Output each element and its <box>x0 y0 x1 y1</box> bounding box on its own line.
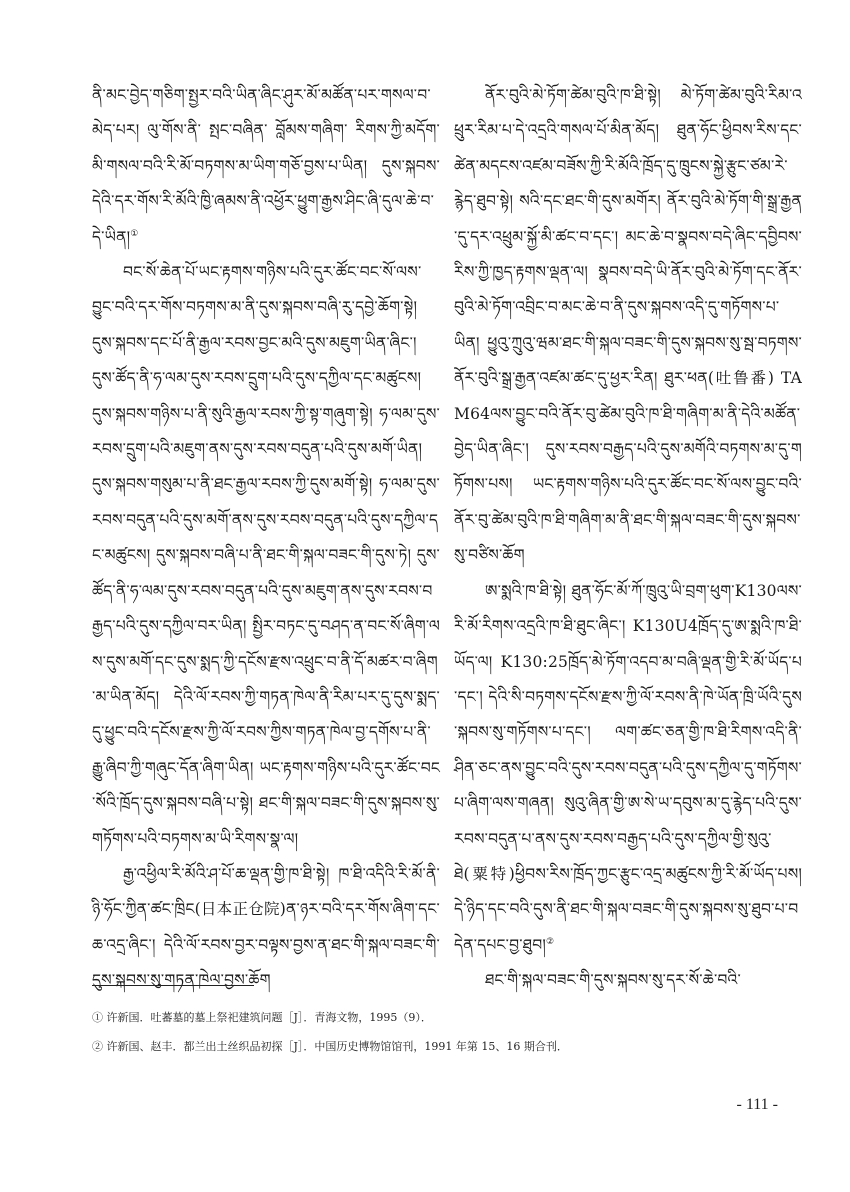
left-paragraph-2: བང་སོ་ཆེན་པོ་ཡང་རྟགས་གཉིས་པའི་དུར་ཚོང་བང་སོ་ལས་བྱུང་བའི་དར་གོས་བཏགས་མ་ནི་དུས་སྐབས་བཞི་རུ་དབྱེ་ཆོག་སྟེ། དུས་སྐབས་དང་པོ་ནི་རྒྱལ་རབས་བྱང་མའི་དུས་མཇུག་ཡིན་ཞིང་། དུས་ཚོད་ནི་ཧ་ལམ་དུས་རབས་དྲུག་པའི་དུས་དཀྱིལ་དང་མཚུངས། དུས་སྐབས་གཉིས་པ་ནི་སུའི་རྒྱལ་རབས་ཀྱི་སྟ་གཞུག་སྟེ། ཧ་ལམ་དུས་རབས་དྲུག་པའི་མཇུག་ནས་དུས་རབས་བདུན་པའི་དུས་མགོ་ཡིན། དུས་སྐབས་གསུམ་པ་ནི་ཐང་རྒྱལ་རབས་ཀྱི་དུས་མགོ་སྟེ། ཧ་ལམ་དུས་རབས་བདུན་པའི་དུས་མགོ་ནས་དུས་རབས་བདུན་པའི་དུས་དཀྱིལ་དང་མཚུངས། དུས་སྐབས་བཞི་པ་ནི་ཐང་གི་སྐལ་བཟང་གི་དུས་ཏེ། དུས་ཚོད་ནི་ཧ་ལམ་དུས་རབས་བདུན་པའི་དུས་མཇུག་ནས་དུས་རབས་བརྒྱད་པའི་དུས་དཀྱིལ་བར་ཡིན། སྤྱིར་བཏང་དུ་བཤད་ན་བང་སོ་ཞིག་ལས་དུས་མགོ་དང་དུས་སྨད་ཀྱི་དངོས་རྫས་འཕྲུང་བ་ནི་དོ་མཚར་བ་ཞིག་མ་ཡིན་མོད། དེའི་ལོ་རབས་ཀྱི་གཏན་ཁེལ་ནི་རིམ་པར་དུ་དུས་སྨད་དུ་ཕྱུང་བའི་དངོས་རྫས་ཀྱི་ལོ་རབས་ཀྱིས་གཏན་ཁེལ་བྱ་དགོས་པ་ནི་རྒྱུ་ཞིབ་ཀྱི་གཞུང་དོན་ཞིག་ཡིན། ཡང་རྟགས་གཉིས་པའི་དུར་ཚོང་བང་སོའི་ཁྲོད་དུས་སྐབས་བཞི་པ་སྟེ། ཐང་གི་སྐལ་བཟང་གི་དུས་སྐབས་སུ་གཏོགས་པའི་བཏགས་མ་ཡི་རིགས་སྣ་ལ། <box>92 263 440 848</box>
left-paragraph-3: རྒྱ་འཕྱིལ་རི་མོའི་ཤ་པོ་ཆ་ལྡན་གྱི་ཁ་ཐི་སྟེ། ཁ་ཐི་འདིའི་རི་མོ་ནི་ཉི་ཧོང་ཀྱིན་ཚང་ཁྲིང(日本正仓院)ན་ཉར་བའི་དར་གོས་ཞིག་དང་ཆ་འདྲ་ཞིང་། དེའི་ལོ་རབས་བྱར་བལྟས་བྱས་ན་ཐང་གི་སྐལ་བཟང་གི་དུས་སྐབས་སུ་གཏན་ཁེལ་བྱས་ཆོག <box>92 864 440 990</box>
page-number: - 111 - <box>736 1096 778 1113</box>
right-paragraph-1: ནོར་བུའི་མེ་ཏོག་ཚེམ་བུའི་ཁ་ཐི་སྟེ། མེ་ཏོག་ཚེམ་བུའི་རིམ་འཕྲུར་རིམ་པ་དེ་འདྲའི་གསལ་པོ་མིན་མོད། ཐུན་ཧོང་ཕྱིབས་རིས་དང་ཚེན་མདངས་འཛམ་བཟོས་ཀྱི་རི་མོའི་ཁྲོད་དུ་ཁྲུངས་སྐྱེ་རྩུང་ཙམ་རེ་རྙེད་ཐུབ་སྟེ། སའི་དང་ཐང་གི་དུས་མགོར། ནོར་བུའི་མེ་ཏོག་གི་སྒྲ་རྒྱན་དུ་དར་འཕྲུམ་སྐྱོ་མི་ཚང་བ་དང་། མང་ཆེ་བ་སྣབས་བདེ་ཞིང་དབྱིབས་རིས་ཀྱི་ཁྱད་རྟགས་ལྡན་ལ། སྣབས་བདེ་ཡི་ནོར་བུའི་མེ་ཏོག་དང་ནོར་བུའི་མེ་ཏོག་འབྲིང་བ་མང་ཆེ་བ་ནི་དུས་སྐབས་འདི་དུ་གཏོགས་པ་ཡིན། ཕྱུའུ་ཀྲུའུ་ཝམ་ཐང་གི་སྐལ་བཟང་གི་དུས་སྐབས་སུ་སྦ་བཏགས་ནོར་བུའི་སྒྲ་རྒྱན་འཛམ་ཚང་དུ་ཕྱར་རིན། ཐུར་ཕན(吐鲁番) TAM64ལས་བྱུང་བའི་ནོར་བུ་ཚེམ་བུའི་ཁ་ཐི་གཞིག་མ་ནི་དེའི་མཚོན་བྱེད་ཡིན་ཞིང་། དུས་རབས་བརྒྱད་པའི་དུས་མགོའི་བཏགས་མ་དུ་གཏོགས་པས། ཡང་རྟགས་གཉིས་པའི་དུར་ཚོང་བང་སོ་ལས་བྱུང་བའི་ནོར་བུ་ཚེམ་བུའི་ཁ་ཐི་གཞིག་མ་ནི་ཐང་གི་སྐལ་བཟང་གི་དུས་སྐབས་སུ་བཙིས་ཆོག <box>454 86 802 565</box>
footnote-ref-1[interactable]: ① <box>130 228 139 239</box>
footnote-divider <box>92 985 254 986</box>
footnote-ref-2[interactable]: ② <box>546 936 555 947</box>
footnote-2: ② 许新国、赵丰．都兰出土丝织品初探［J］．中国历史博物馆馆刊，1991 年第 15、16 期合刊． <box>92 1040 568 1053</box>
right-paragraph-2-text: ཨ་སྨའི་ཁ་ཐི་སྟེ། ཐུན་ཧོང་མོ་ཀོ་ཁྲུའུ་ཡི་བྲག་ཕུག་K130ལས་རི་མོ་རིགས་འདྲའི་ཁ་ཐི་ཐུང་ཞིང་། K130U4ཁྲོད་དུ་ཨ་སྨའི་ཁ་ཐི་ཡོད་ལ། K130:25ཁྲོད་མེ་ཏོག་འདབ་མ་བཞི་ལྡན་གྱི་རི་མོ་ཡོད་པ་དང་། དེའི་སི་བཏགས་དངོས་རྫས་ཀྱི་ལོ་རབས་ནི་ཁེ་ཡོན་ཁྲི་ཡོའི་དུས་སྐབས་སུ་གཏོགས་པ་དང་། ལག་ཚང་ཅན་གྱི་ཁ་ཐི་རིགས་འདི་ནི་ཤིན་ཅང་ནས་བྱུང་བའི་དུས་རབས་བདུན་པའི་དུས་དཀྱིལ་དུ་གཏོགས་པ་ཞིག་ལས་གཞན། སུའུ་ཞིན་གྱི་ཨ་སེ་ཡ་དབུས་མ་དུ་རྙེད་པའི་དུས་རབས་བདུན་པ་ནས་དུས་རབས་བརྒྱད་པའི་དུས་དཀྱིལ་གྱི་སུའུ་ཐེ(粟特)ཕྱིབས་རིས་ཁྲོད་ཀྱང་རྩུང་འདྲ་མཚུངས་ཀྱི་རི་མོ་ཡོད་པས། དེ་ཉིད་དང་བའི་དུས་ནི་ཐང་གི་སྐལ་བཟང་གི་དུས་སྐབས་སུ་ཐུབ་པ་བདེན་དཔང་བྱ་ཐུབ། <box>454 581 803 954</box>
left-paragraph-1 <box>92 78 440 255</box>
right-paragraph-2 <box>454 574 802 963</box>
left-text-column <box>92 78 440 990</box>
right-paragraph-3: ཐང་གི་སྐལ་བཟང་གི་དུས་སྐབས་སུ་དར་སོ་ཆེ་བའི་ <box>485 971 741 990</box>
right-text-column <box>454 78 803 990</box>
footnotes <box>92 1003 772 1061</box>
footnote-1: ① 许新国．吐蕃墓的墓上祭祀建筑问题［J］．青海文物，1995（9）． <box>92 1011 432 1024</box>
left-paragraph-1-text: ནི་མང་བྱེད་གཅིག་སྤྱར་བའི་ཡིན་ཞིང་ཤུར་མོ་མཚོན་པར་གསལ་བ་མེད་པར། ལུ་གོས་ནི་ སྤང་བཞིན་ བློམས་གཞིག་ རིགས་ཀྱི་མདོག་མི་གསལ་བའི་རི་མོ་བཏགས་མ་ཡིག་གཅོ་བྱས་པ་ཡིན། དུས་སྐབས་དེའི་དར་གོས་རི་མོའི་ཁྱི་ཞམས་ནི་འཕྱོར་ཕྱུག་རྒྱས་ཤིང་ཞི་དུལ་ཆེ་བ་དེ་ཡིན། <box>92 86 440 246</box>
